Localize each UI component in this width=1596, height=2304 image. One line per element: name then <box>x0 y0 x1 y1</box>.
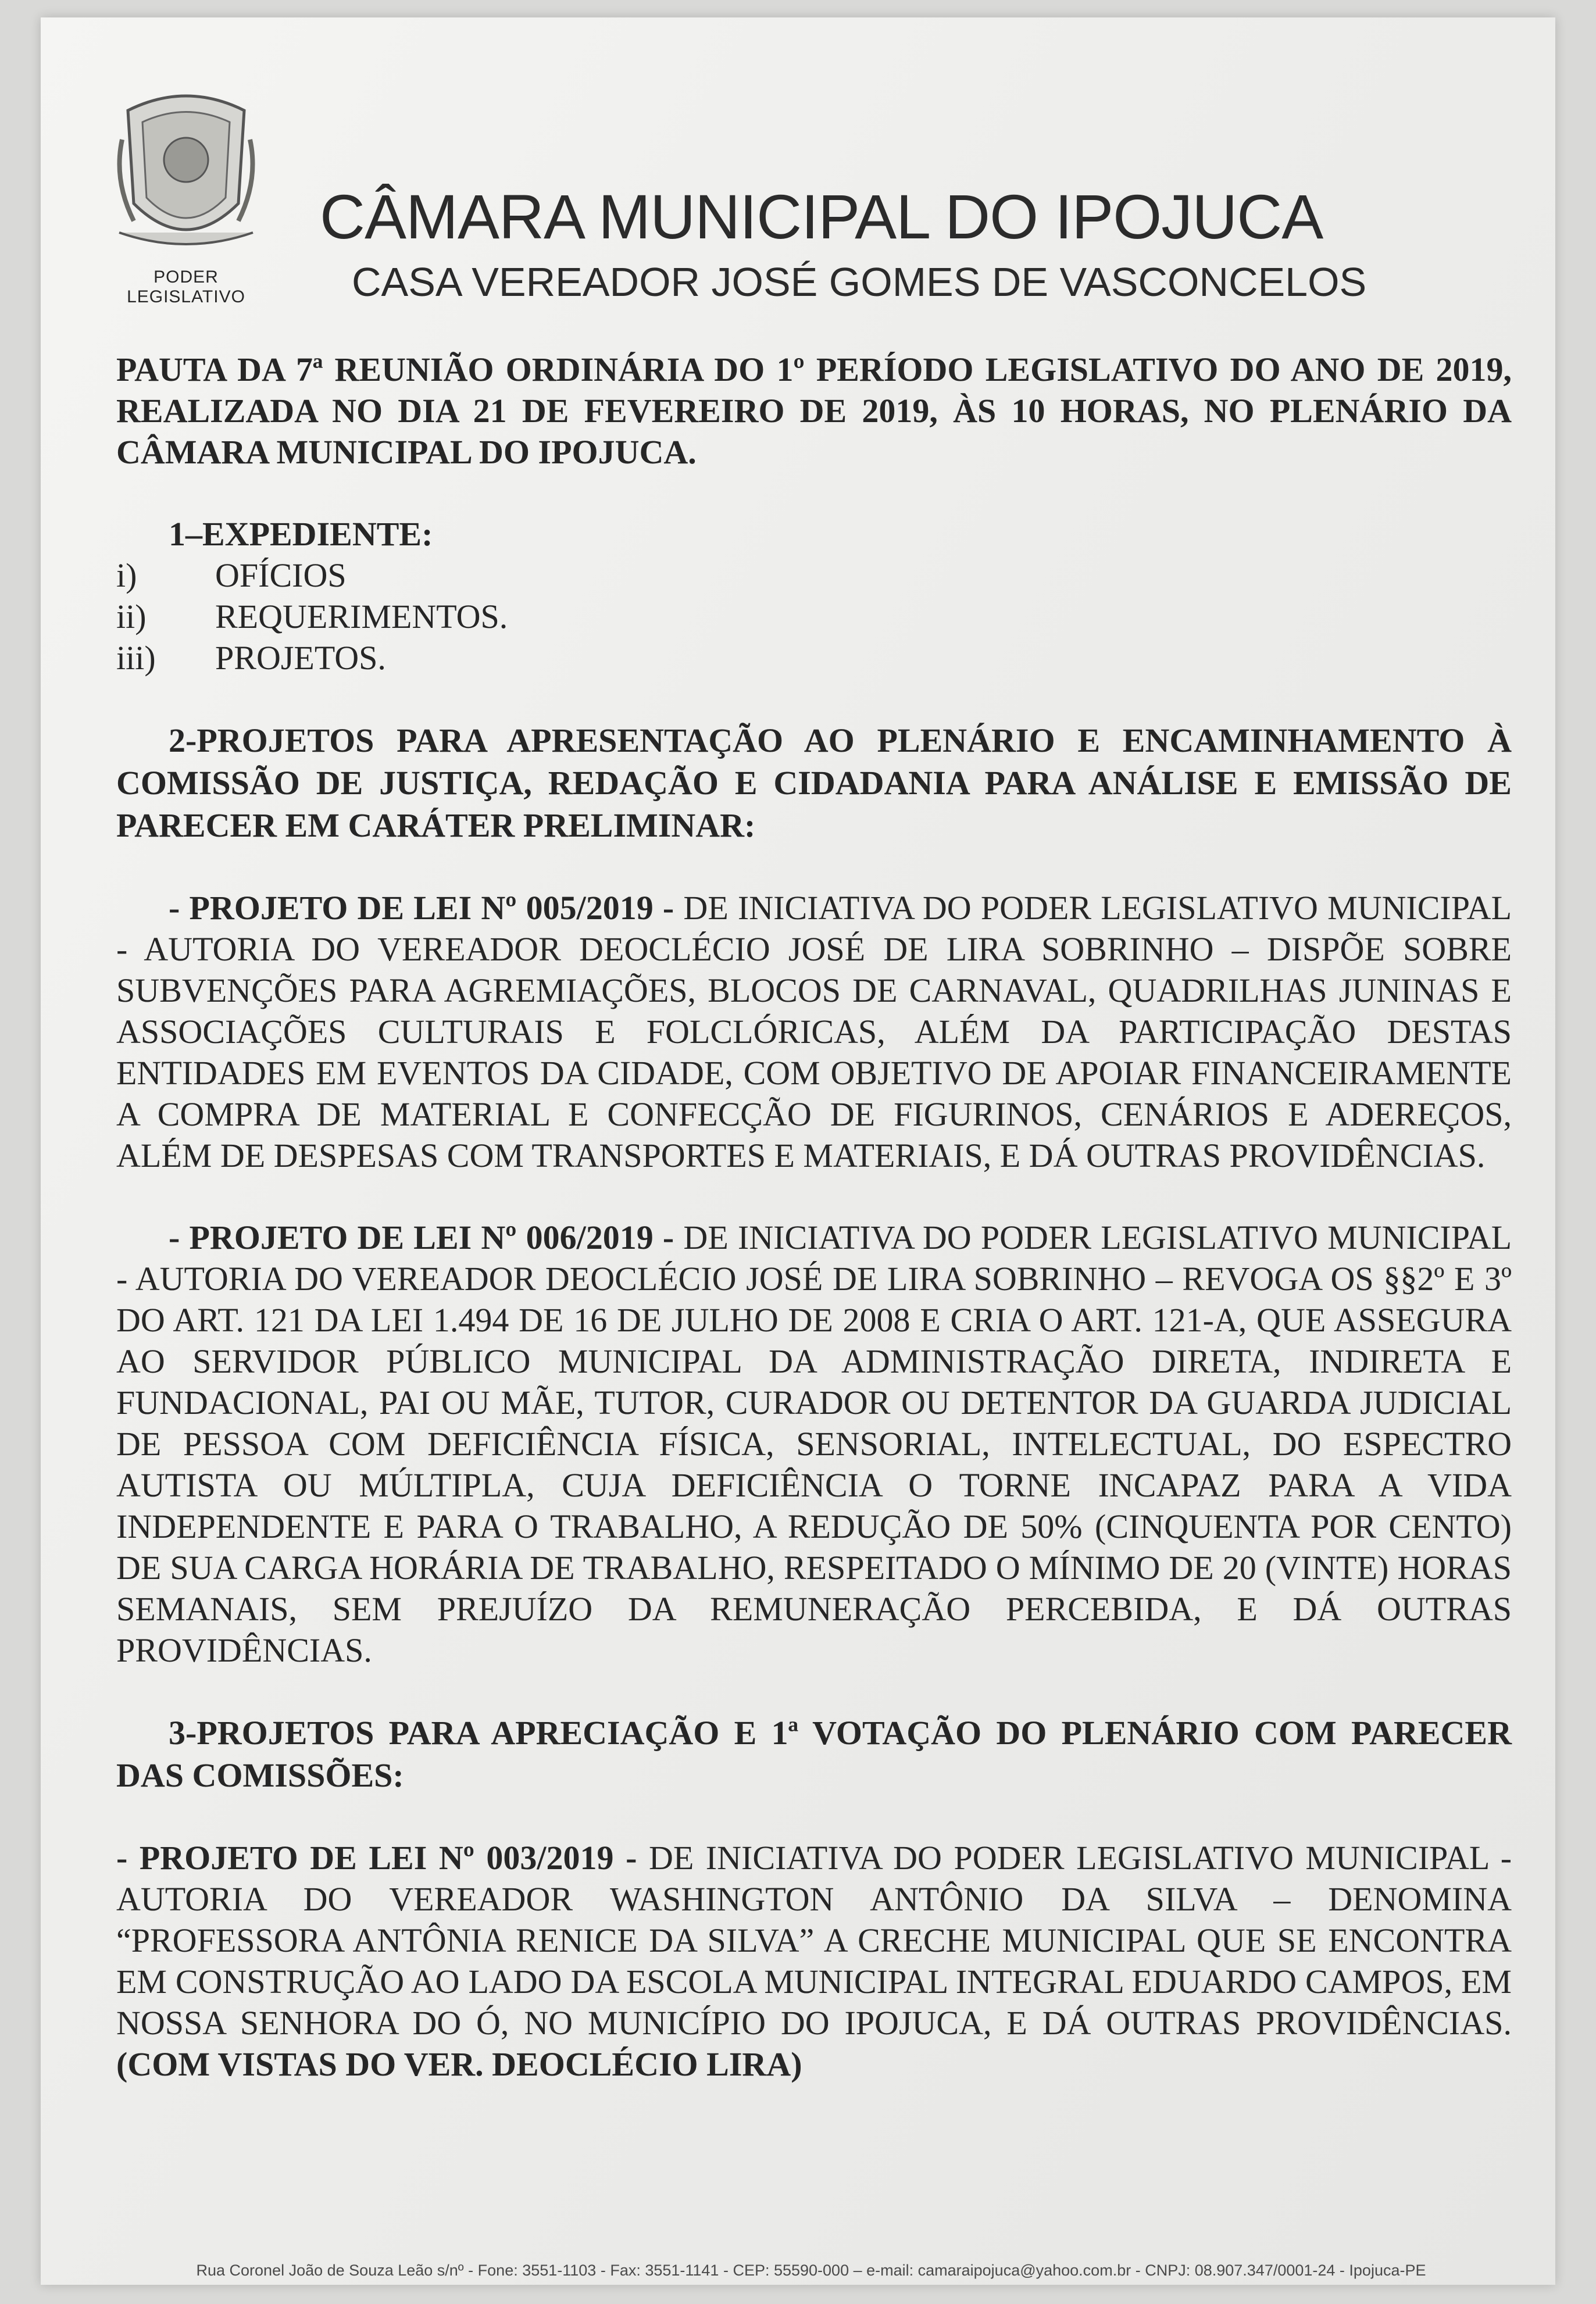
municipal-seal-icon <box>110 87 262 262</box>
agenda-intro: PAUTA DA 7ª REUNIÃO ORDINÁRIA DO 1º PERÍODO LEGISLATIVO DO ANO DE 2019, REALIZADA NO DIA 21 DE FEVEREIRO DE 2019, ÀS 10 HORAS, NO PLENÁRIO DA CÂMARA MUNICIPAL DO IPOJUCA. <box>116 351 1512 471</box>
expediente-heading: 1–EXPEDIENTE: <box>169 515 433 553</box>
project-003-2019 <box>116 1837 1512 2085</box>
project-label: - PROJETO DE LEI Nº 006/2019 - <box>169 1219 674 1256</box>
project-label: - PROJETO DE LEI Nº 003/2019 - <box>116 1839 637 1877</box>
project-description: DE INICIATIVA DO PODER LEGISLATIVO MUNICIPAL - AUTORIA DO VEREADOR WASHINGTON ANTÔNIO DA SILVA – DENOMINA “PROFESSORA ANTÔNIA RENICE DA SILVA” A CRECHE MUNICIPAL QUE SE ENCONTRA EM CONSTRUÇÃO AO LADO DA ESCOLA MUNICIPAL INTEGRAL EDUARDO CAMPOS, EM NOSSA SENHORA DO Ó, NO MUNICÍPIO DO IPOJUCA, E DÁ OUTRAS PROVIDÊNCIAS. <box>116 1839 1512 2042</box>
project-label: - PROJETO DE LEI Nº 005/2019 - <box>169 889 674 927</box>
seal-caption: PODER LEGISLATIVO <box>127 267 245 306</box>
section-3-heading: 3-PROJETOS PARA APRECIAÇÃO E 1ª VOTAÇÃO DO PLENÁRIO COM PARECER DAS COMISSÕES: <box>116 1714 1512 1794</box>
list-item: i) OFÍCIOS <box>116 556 347 594</box>
project-note: (COM VISTAS DO VER. DEOCLÉCIO LIRA) <box>116 2045 802 2083</box>
project-005-2019 <box>116 887 1512 1176</box>
list-item: iii) PROJETOS. <box>116 639 386 677</box>
address-footer: Rua Coronel João de Souza Leão s/nº - Fone: 3551-1103 - Fax: 3551-1141 - CEP: 55590-000 – e-mail: camaraipojuca@yahoo.com.br - CNPJ: 08.907.347/0001-24 - Ipojuca-PE <box>196 2262 1426 2279</box>
project-description: DE INICIATIVA DO PODER LEGISLATIVO MUNICIPAL - AUTORIA DO VEREADOR DEOCLÉCIO JOSÉ DE LIRA SOBRINHO – REVOGA OS §§2º E 3º DO ART. 121 DA LEI 1.494 DE 16 DE JULHO DE 2008 E CRIA O ART. 121-A, QUE ASSEGURA AO SERVIDOR PÚBLICO MUNICIPAL DA ADMINISTRAÇÃO DIRETA, INDIRETA E FUNDACIONAL, PAI OU MÃE, TUTOR, CURADOR OU DETENTOR DA GUARDA JUDICIAL DE PESSOA COM DEFICIÊNCIA FÍSICA, SENSORIAL, INTELECTUAL, DO ESPECTRO AUTISTA OU MÚLTIPLA, CUJA DEFICIÊNCIA O TORNE INCAPAZ PARA A VIDA INDEPENDENTE E PARA O TRABALHO, A REDUÇÃO DE 50% (CINQUENTA POR CENTO) DE SUA CARGA HORÁRIA DE TRABALHO, RESPEITADO O MÍNIMO DE 20 (VINTE) HORAS SEMANAIS, SEM PREJUÍZO DA REMUNERAÇÃO PERCEBIDA, E DÁ OUTRAS PROVIDÊNCIAS. <box>116 1219 1512 1669</box>
document-body <box>116 349 1512 2085</box>
project-description: DE INICIATIVA DO PODER LEGISLATIVO MUNICIPAL - AUTORIA DO VEREADOR DEOCLÉCIO JOSÉ DE LIRA SOBRINHO – DISPÕE SOBRE SUBVENÇÕES PARA AGREMIAÇÕES, BLOCOS DE CARNAVAL, QUADRILHAS JUNINAS E ASSOCIAÇÕES CULTURAIS E FOLCLÓRICAS, ALÉM DA PARTICIPAÇÃO DESTAS ENTIDADES EM EVENTOS DA CIDADE, COM OBJETIVO DE APOIAR FINANCEIRAMENTE A COMPRA DE MATERIAL E CONFECÇÃO DE FIGURINOS, CENÁRIOS E ADEREÇOS, ALÉM DE DESPESAS COM TRANSPORTES E MATERIAIS, E DÁ OUTRAS PROVIDÊNCIAS. <box>116 889 1512 1174</box>
document-page <box>41 17 1555 2285</box>
institution-subtitle: CASA VEREADOR JOSÉ GOMES DE VASCONCELOS <box>352 259 1367 305</box>
list-item: ii) REQUERIMENTOS. <box>116 598 508 635</box>
project-006-2019 <box>116 1217 1512 1671</box>
section-2-heading: 2-PROJETOS PARA APRESENTAÇÃO AO PLENÁRIO E ENCAMINHAMENTO À COMISSÃO DE JUSTIÇA, REDAÇÃO E CIDADANIA PARA ANÁLISE E EMISSÃO DE PARECER EM CARÁTER PRELIMINAR: <box>116 721 1512 844</box>
institution-title: CÂMARA MUNICIPAL DO IPOJUCA <box>320 181 1323 252</box>
